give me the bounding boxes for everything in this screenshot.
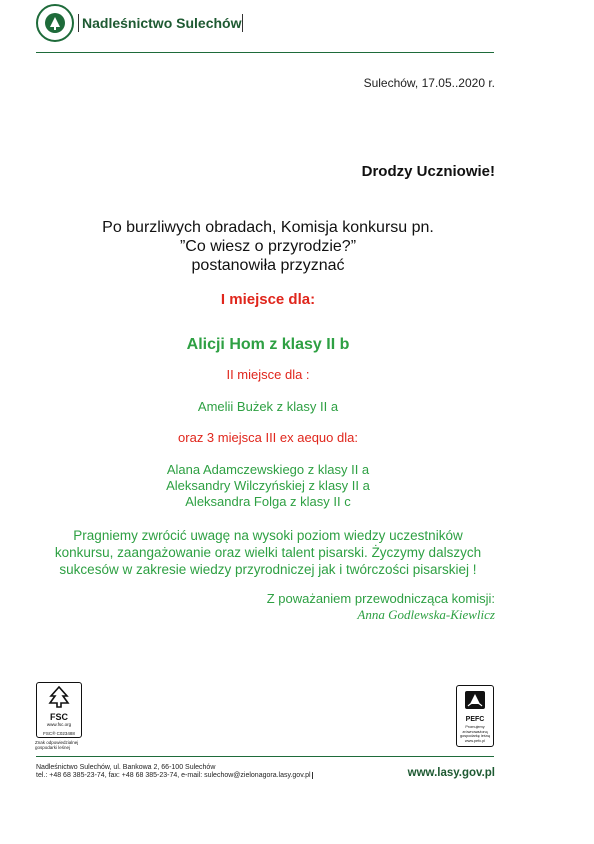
third-place-winner: Alana Adamczewskiego z klasy II a	[166, 462, 370, 477]
website-link[interactable]: www.lasy.gov.pl	[407, 767, 495, 779]
closing-line: sukcesów w zakresie wiedzy przyrodniczej jak i twórczości pisarskiej !	[59, 562, 477, 577]
tree-logo-icon	[38, 6, 72, 40]
fsc-title: FSC	[50, 712, 68, 722]
org-name: Nadleśnictwo Sulechów	[78, 14, 243, 32]
pefc-note: Promujemy zrównoważoną gospodarkę leśną www.pefc.pl	[460, 725, 490, 743]
pefc-badge	[456, 685, 494, 747]
lasy-panstwowe-logo	[36, 4, 74, 42]
fsc-site: www.fsc.org	[46, 722, 72, 727]
pefc-title: PEFC	[465, 716, 485, 723]
third-place-winner: Aleksandra Folga z klasy II c	[185, 494, 351, 509]
closing-line: konkursu, zaangażowanie oraz wielki talent pisarski. Życzymy dalszych	[54, 545, 482, 560]
fsc-note: Znak odpowiedzialnej gospodarki leśnej	[35, 740, 79, 750]
first-place-label: I miejsce dla:	[220, 291, 316, 308]
second-place-label: II miejsce dla :	[226, 367, 310, 382]
header-divider	[36, 52, 494, 53]
contact-line: tel.: +48 68 385-23-74, fax: +48 68 385-23-74, e-mail: sulechow@zielonagora.lasy.gov.pl	[36, 772, 311, 779]
third-place-winners	[0, 462, 536, 510]
intro-line: Po burzliwych obradach, Komisja konkursu pn.	[102, 219, 434, 236]
third-place-label: oraz 3 miejsca III ex aequo dla:	[178, 430, 358, 445]
second-place-winner: Amelii Bużek z klasy II a	[197, 399, 339, 414]
intro-line: postanowiła przyznać	[191, 257, 345, 274]
intro-line: ”Co wiesz o przyrodzie?”	[179, 238, 357, 255]
fsc-badge	[36, 682, 82, 738]
greeting: Drodzy Uczniowie!	[361, 163, 495, 180]
closing-paragraph	[0, 527, 536, 578]
footer-divider	[36, 756, 494, 757]
footer-address	[36, 764, 313, 780]
intro-paragraph	[0, 218, 536, 275]
regards: Z poważaniem przewodnicząca komisji:	[266, 591, 495, 606]
fsc-tree-icon	[47, 686, 71, 708]
third-place-winner: Aleksandry Wilczyńskiej z klasy II a	[166, 478, 370, 493]
letter-date: Sulechów, 17.05..2020 r.	[363, 76, 495, 90]
fsc-code: FSC® C023488	[43, 731, 75, 736]
pefc-logo-icon	[462, 689, 488, 711]
address-line: Nadleśnictwo Sulechów, ul. Bankowa 2, 66-100 Sulechów	[36, 764, 216, 771]
closing-line: Pragniemy zwrócić uwagę na wysoki poziom wiedzy uczestników	[73, 528, 463, 543]
first-place-winner: Alicji Hom z klasy II b	[186, 336, 350, 353]
signature: Anna Godlewska-Kiewlicz	[357, 607, 495, 622]
